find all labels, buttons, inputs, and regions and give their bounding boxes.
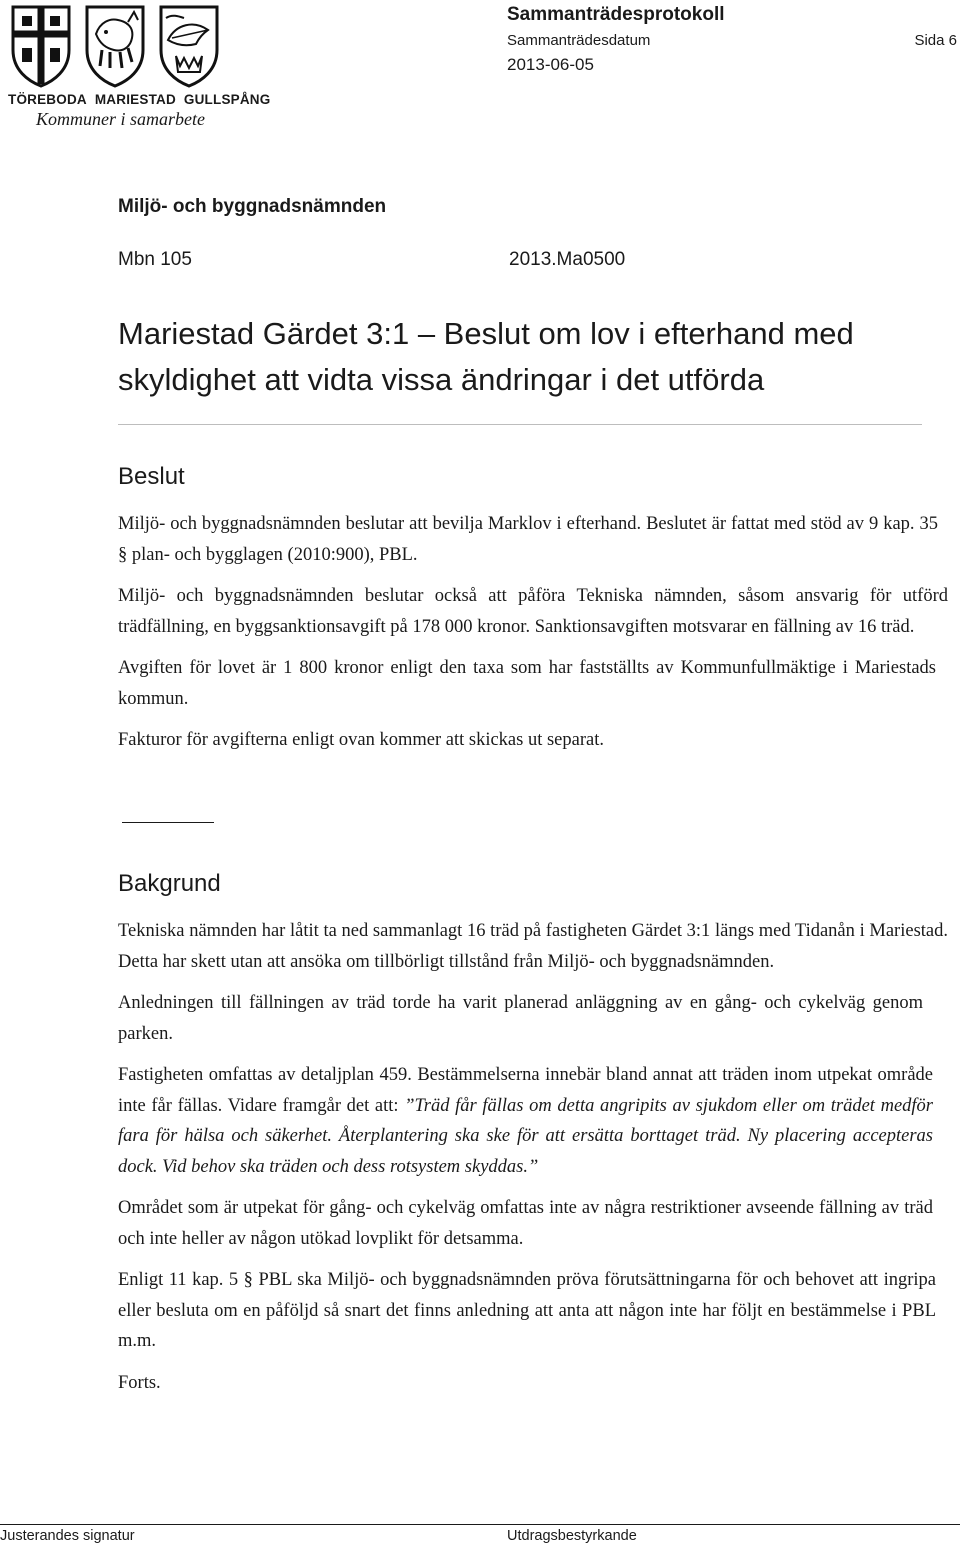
committee-name: Miljö- och byggnadsnämnden xyxy=(118,196,387,217)
beslut-section xyxy=(118,509,948,756)
bakgrund-paragraph xyxy=(118,1060,933,1182)
section-divider xyxy=(122,822,214,823)
continued-note: Forts. xyxy=(118,1372,161,1393)
protocol-header xyxy=(507,4,957,75)
gullspang-coat-of-arms-icon xyxy=(158,4,220,88)
municipality-logos xyxy=(8,4,271,130)
footer-divider xyxy=(0,1524,960,1525)
municipality-gullspang: GULLSPÅNG xyxy=(183,92,271,107)
plan-regulation-quote: ”Träd får fällas om detta angripits av sjukdom eller om trädet medför fara för hälsa och säkerhet. Återplantering ska ske för att ersätta borttaget träd. Ny placering accepteras dock. Vid behov ska träden och dess rotsystem skyddas.” xyxy=(118,1095,934,1177)
bakgrund-paragraph: Området som är utpekat för gång- och cykelväg omfattas inte av några restriktioner avseende fällning av träd och inte heller av någon utökad lovplikt för detsamma. xyxy=(118,1198,933,1249)
beslut-paragraph: Avgiften för lovet är 1 800 kronor enligt den taxa som har fastställts av Kommunfullmäktige i Mariestads kommun. xyxy=(118,658,936,709)
bakgrund-section xyxy=(118,916,948,1398)
case-title-line: Mariestad Gärdet 3:1 – Beslut om lov i efterhand med xyxy=(118,316,854,351)
meeting-date: 2013-06-05 xyxy=(507,55,594,74)
toreboda-coat-of-arms-icon xyxy=(10,4,72,88)
section-heading-bakgrund: Bakgrund xyxy=(118,870,221,897)
section-heading-beslut: Beslut xyxy=(118,463,185,490)
municipality-mariestad: MARIESTAD xyxy=(94,92,176,107)
bakgrund-paragraph: Anledningen till fällningen av träd torde ha varit planerad anläggning av en gång- och cykelväg genom parken. xyxy=(118,993,923,1044)
beslut-paragraph: Miljö- och byggnadsnämnden beslutar också att påföra Tekniska nämnden, såsom ansvarig för utförd trädfällning, en byggsanktionsavgift på 178 000 kronor. Sanktionsavgiften motsvarar en fällning av 16 träd. xyxy=(118,586,948,637)
beslut-paragraph: Fakturor för avgifterna enligt ovan kommer att skickas ut separat. xyxy=(118,730,604,750)
bakgrund-paragraph: Tekniska nämnden har låtit ta ned sammanlagt 16 träd på fastigheten Gärdet 3:1 längs med Tidanån i Mariestad. Detta har skett utan att ansöka om tillbörligt tillstånd från Miljö- och byggnadsnämnden. xyxy=(118,921,948,972)
paragraph-number: Mbn 105 xyxy=(118,249,192,270)
title-divider xyxy=(118,424,922,425)
cooperation-slogan: Kommuner i samarbete xyxy=(36,109,205,129)
page-number: Sida 6 xyxy=(914,32,957,49)
mariestad-coat-of-arms-icon xyxy=(84,4,146,88)
meeting-date-label: Sammanträdesdatum xyxy=(507,32,651,49)
case-title xyxy=(118,311,948,403)
adjuster-signature-label: Justerandes signatur xyxy=(0,1528,135,1544)
beslut-paragraph: Miljö- och byggnadsnämnden beslutar att bevilja Marklov i efterhand. Beslutet är fattat med stöd av 9 kap. 35 § plan- och bygglagen (2010:900), PBL. xyxy=(118,514,938,565)
bakgrund-paragraph-text: Fastigheten omfattas av detaljplan 459. Bestämmelserna innebär bland annat att träden inom utpekat område inte får fällas. Vidare framgår det att: xyxy=(118,1065,933,1116)
municipality-toreboda: TÖREBODA xyxy=(8,92,87,107)
case-title-line: skyldighet att vidta vissa ändringar i det utförda xyxy=(118,362,765,397)
diary-number: 2013.Ma0500 xyxy=(509,249,626,270)
extract-certification-label: Utdragsbestyrkande xyxy=(507,1528,637,1544)
municipality-names xyxy=(8,92,271,107)
protocol-title: Sammanträdesprotokoll xyxy=(507,4,725,25)
bakgrund-paragraph: Enligt 11 kap. 5 § PBL ska Miljö- och byggnadsnämnden pröva förutsättningarna för och behovet att ingripa eller besluta om en påföljd så snart det finns anledning att anta att någon inte har följt en bestämmelse i PBL m.m. xyxy=(118,1270,936,1351)
reference-row xyxy=(118,249,948,271)
